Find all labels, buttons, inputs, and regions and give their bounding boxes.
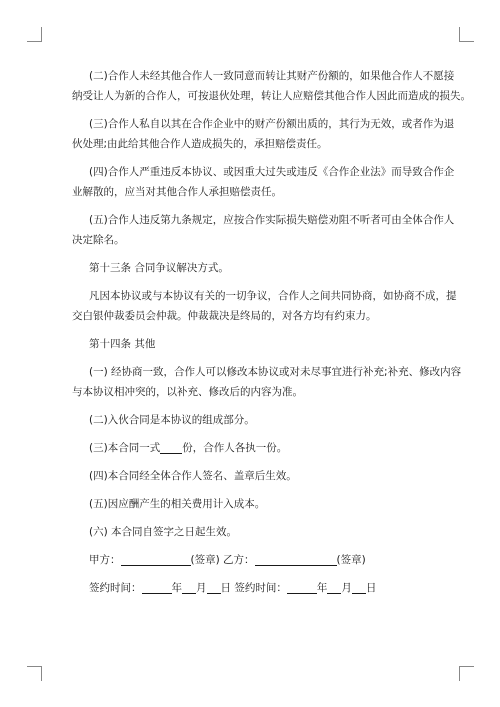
month-unit-a: 月 [196, 582, 207, 594]
clause-serious-breach [72, 162, 455, 202]
text-line: 业解散的，应当对其他合作人承担赔偿责任。 [72, 186, 282, 198]
year-field-a[interactable] [142, 581, 172, 594]
article-13-heading [72, 258, 432, 278]
clause-transfer-share [72, 66, 471, 106]
party-a-label: 甲方： [89, 554, 121, 566]
text-line: 决定除名。 [72, 234, 125, 246]
party-b-signature-field[interactable] [255, 553, 337, 566]
copies-text-before: (三)本合同一式 [89, 442, 161, 454]
party-b-label: 乙方： [223, 554, 255, 566]
signature-line [72, 550, 432, 570]
day-field-b[interactable] [352, 581, 366, 594]
text-line: (一) 经协商一致，合作人可以修改本协议或对未尽事宜进行补充;补充、修改内容 [89, 366, 462, 378]
crop-mark-top-right [459, 27, 474, 42]
clause-expulsion [72, 210, 455, 250]
year-field-b[interactable] [287, 581, 317, 594]
text-line: 第十三条 合同争议解决方式。 [89, 262, 229, 274]
party-b-seal: (签章) [336, 554, 366, 566]
text-line: (五)因应酬产生的相关费用计入成本。 [89, 498, 266, 510]
text-line: 与本协议相冲突的，以补充、修改后的内容为准。 [72, 386, 303, 398]
month-field-a[interactable] [182, 581, 196, 594]
copies-blank[interactable] [160, 441, 182, 454]
text-line: 凡因本协议或与本协议有关的一切争议，合作人之间共同协商，如协商不成，提 [89, 290, 457, 302]
text-line: (三)合作人私自以其在合作企业中的财产份额出质的，其行为无效，或者作为退 [89, 118, 455, 130]
year-unit-a: 年 [171, 582, 182, 594]
text-line: 纳受让人为新的合作人，可按退伙处理，转让人应赔偿其他合作人因此而造成的损失。 [72, 90, 471, 102]
month-field-b[interactable] [327, 581, 341, 594]
date-label-b: 签约时间： [234, 582, 287, 594]
month-unit-b: 月 [341, 582, 352, 594]
day-field-a[interactable] [207, 581, 221, 594]
text-line: (二)入伙合同是本协议的组成部分。 [89, 414, 255, 426]
text-line: (六) 本合同自签字之日起生效。 [89, 526, 238, 538]
text-line: (四)本合同经全体合作人签名、盖章后生效。 [89, 470, 297, 482]
day-unit-b: 日 [365, 582, 377, 594]
text-line: 交白银仲裁委员会仲裁。仲裁裁决是终局的，对各方均有约束力。 [72, 310, 377, 322]
crop-mark-bottom-right [459, 666, 474, 681]
text-line: (五)合作人违反第九条规定，应按合作实际损失赔偿劝阻不听者可由全体合作人 [89, 214, 455, 226]
day-unit-a: 日 [220, 582, 231, 594]
signing-date-line [72, 578, 432, 598]
clause-effective-signing [72, 466, 432, 486]
clause-expenses [72, 494, 432, 514]
text-line: 伙处理;由此给其他合作人造成损失的，承担赔偿责任。 [72, 138, 328, 150]
copies-text-after: 份，合作人各执一份。 [182, 442, 288, 454]
document-body [72, 66, 471, 606]
crop-mark-bottom-left [27, 666, 42, 681]
party-a-signature-field[interactable] [121, 553, 191, 566]
text-line: 第十四条 其他 [89, 338, 156, 350]
crop-mark-top-left [27, 27, 42, 42]
text-line: (二)合作人未经其他合作人一致同意而转让其财产份额的，如果他合作人不愿接 [89, 70, 455, 82]
article-14-heading [72, 334, 432, 354]
clause-arbitration [72, 286, 457, 326]
date-label-a: 签约时间： [89, 582, 142, 594]
clause-pledge-share [72, 114, 455, 154]
clause-copies [72, 438, 432, 458]
year-unit-b: 年 [316, 582, 328, 594]
clause-effective-date [72, 522, 432, 542]
party-a-seal: (签章) [190, 554, 220, 566]
text-line: (四)合作人严重违反本协议、或因重大过失或违反《合作企业法》而导致合作企 [89, 166, 455, 178]
clause-amendment [72, 362, 462, 402]
clause-joining-contract [72, 410, 432, 430]
